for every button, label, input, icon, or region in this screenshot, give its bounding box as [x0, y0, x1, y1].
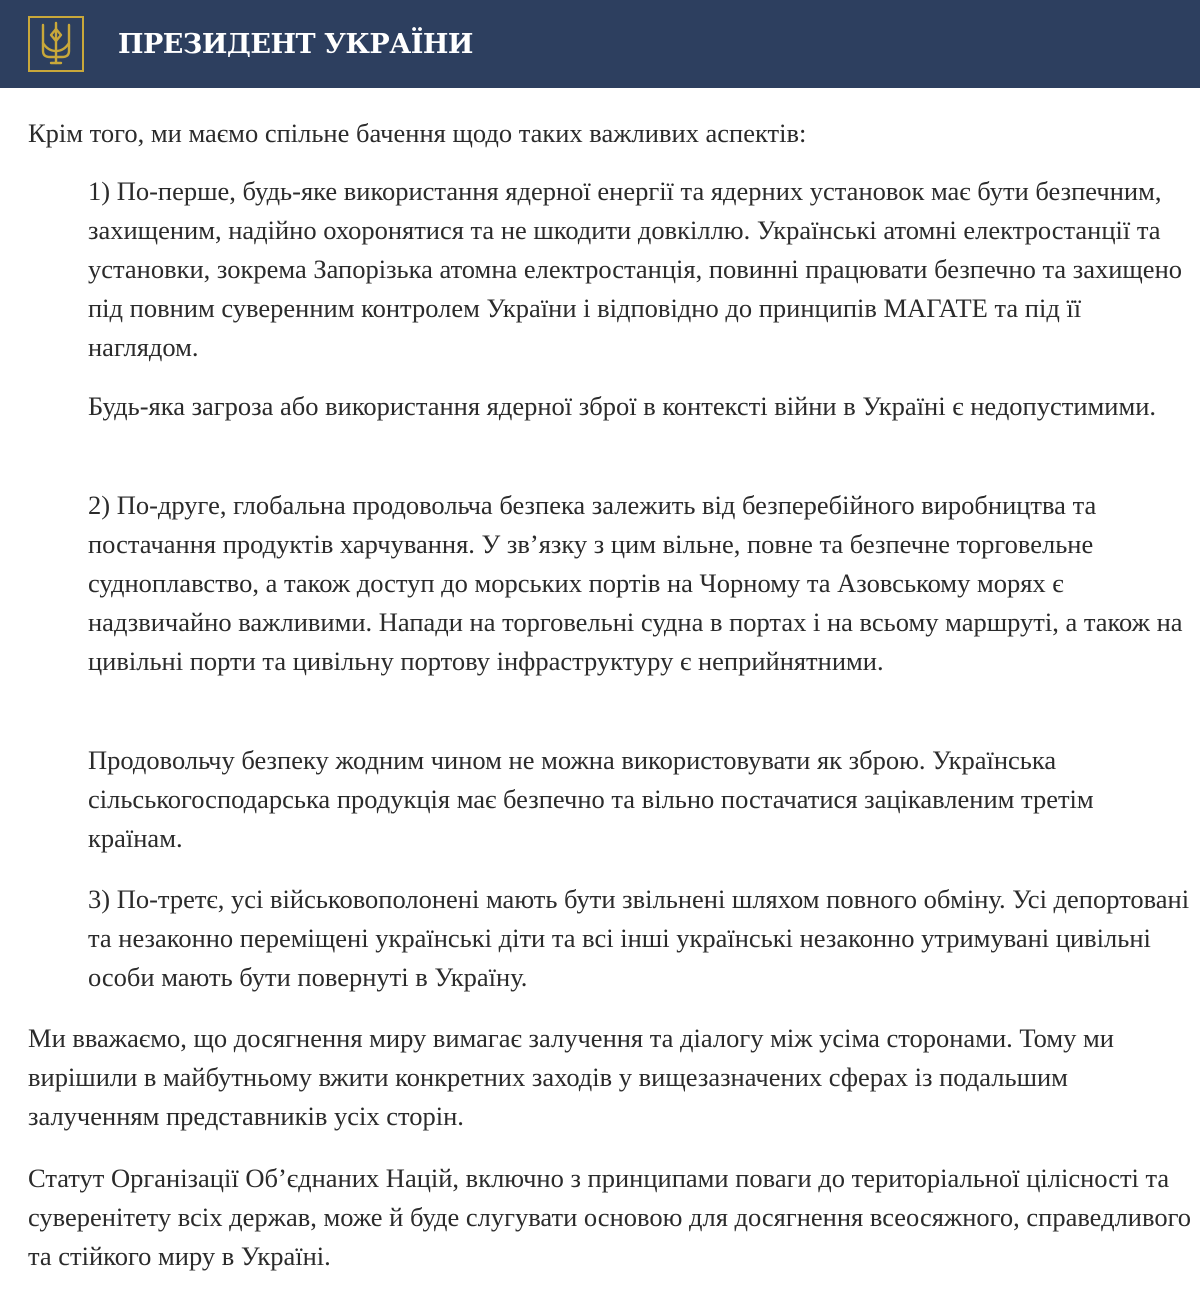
emblem[interactable] [28, 16, 84, 72]
paragraph-nuclear-threat: Будь-яка загроза або використання ядерної зброї в контексті війни в Україні є недопустимими. [88, 391, 1157, 421]
site-title[interactable]: ПРЕЗИДЕНТ УКРАЇНИ [118, 28, 473, 60]
paragraph-point-1: 1) По-перше, будь-яке використання ядерної енергії та ядерних установок має бути безпечним, захищеним, надійно охоронятися та не шкодити довкіллю. Українські атомні електростанції та установки, зокрема Запорізька атомна електростанція, повинні працювати безпечно та захищено під повним суверенним контролем України і відповідно до принципів МАГАТЕ та під її наглядом. [88, 176, 1183, 362]
paragraph-food-security: Продовольчу безпеку жодним чином не можна використовувати як зброю. Українська сільськогосподарська продукція має безпечно та вільно постачатися зацікавленим третім країнам. [88, 745, 1094, 853]
article-body [0, 88, 1200, 1301]
paragraph-point-2: 2) По-друге, глобальна продовольча безпека залежить від безперебійного виробництва та постачання продуктів харчування. У зв’язку з цим вільне, повне та безпечне торговельне судноплавство, а також доступ до морських портів на Чорному та Азовському морях є надзвичайно важливими. Напади на торговельні судна в портах і на всьому маршруті, а також на цивільні порти та цивільну портову інфраструктуру є неприйнятними. [88, 490, 1183, 676]
paragraph-peace-dialogue: Ми вважаємо, що досягнення миру вимагає залучення та діалогу між усіма сторонами. Тому ми вирішили в майбутньому вжити конкретних заходів у вищезазначених сферах із подальшим залученням представників усіх сторін. [28, 1023, 1114, 1131]
site-header [0, 0, 1200, 88]
paragraph-un-charter: Статут Організації Об’єднаних Націй, включно з принципами поваги до територіальної цілісності та суверенітету всіх держав, може й буде слугувати основою для досягнення всеосяжного, справедливого та стійкого миру в Україні. [28, 1163, 1192, 1271]
paragraph-point-3: 3) По-третє, усі військовополонені мають бути звільнені шляхом повного обміну. Усі депортовані та незаконно переміщені українські діти та всі інші українські незаконно утримувані цивільні особи мають бути повернуті в Україну. [88, 884, 1190, 992]
trident-icon [36, 21, 76, 67]
paragraph-intro: Крім того, ми маємо спільне бачення щодо таких важливих аспектів: [28, 118, 807, 148]
